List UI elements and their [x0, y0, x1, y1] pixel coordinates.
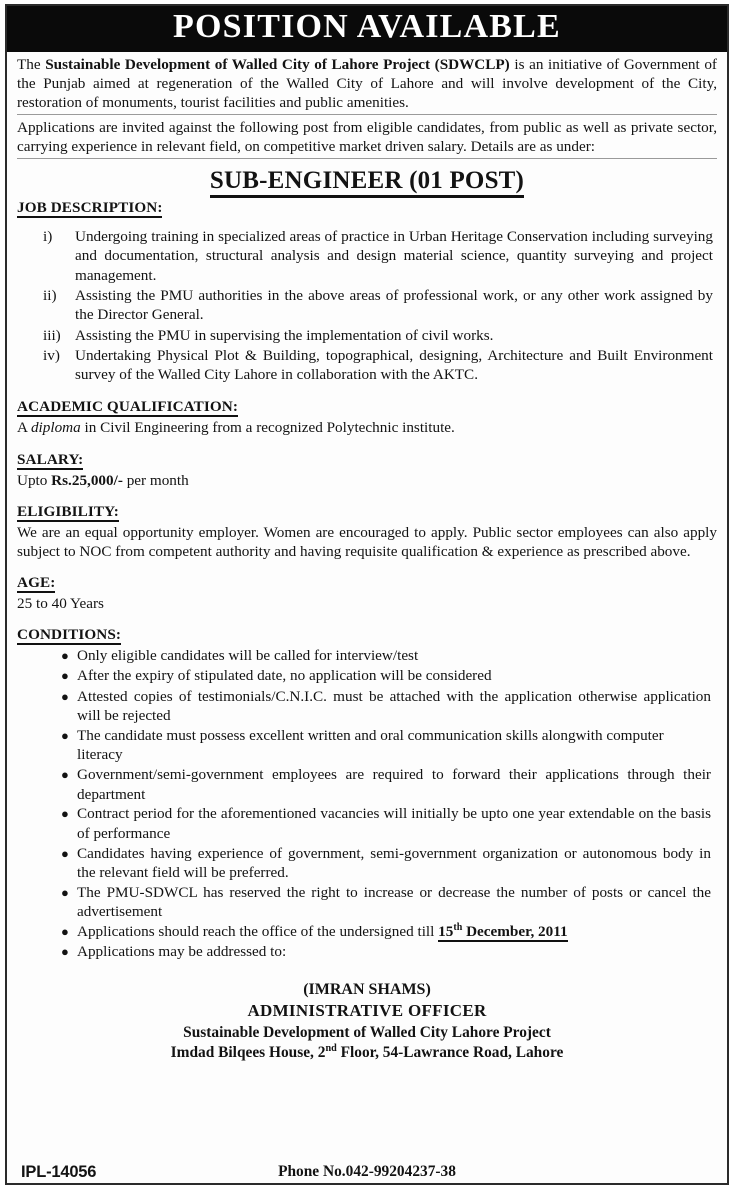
- project-name: Sustainable Development of Walled City of Lahore Project (SDWCLP): [45, 55, 510, 73]
- bullet-icon: ●: [61, 806, 69, 822]
- conditions-list: [17, 646, 717, 962]
- academic-qualification-text: [17, 418, 717, 437]
- list-item-text: Attested copies of testimonials/C.N.I.C. must be attached with the application otherwise application will be rejected: [77, 687, 711, 725]
- intro-para1-lead: The: [17, 55, 46, 73]
- list-item-text: [77, 922, 717, 942]
- salary-heading: [17, 451, 717, 469]
- eligibility-section: [17, 503, 717, 561]
- advertisement-frame: [5, 4, 729, 1185]
- salary-section: [17, 451, 717, 490]
- list-item: [17, 844, 717, 883]
- age-heading: [17, 574, 717, 592]
- salary-amount: Rs.25,000/-: [51, 471, 123, 489]
- conditions-section: [17, 626, 717, 963]
- bullet-icon: ●: [61, 944, 69, 960]
- academic-qualification-heading-text: ACADEMIC QUALIFICATION:: [17, 398, 238, 416]
- salary-prefix: Upto: [17, 471, 52, 489]
- bullet-icon: ●: [61, 688, 69, 704]
- banner-title: POSITION AVAILABLE: [173, 8, 561, 45]
- list-item-text: Contract period for the aforementioned vacancies will initially be upto one year extendable on the basis of performance: [77, 805, 711, 842]
- deadline-date: [438, 923, 567, 942]
- bullet-icon: ●: [61, 767, 69, 783]
- intro-para1-rest: is an initiative of Government of the Punjab aimed at regeneration of the Walled City of Lahore and will involve development of the City, restoration of monuments, tourist facilities and public amenities.: [17, 55, 717, 111]
- intro-paragraph-2: Applications are invited against the following post from eligible candidates, from public as well as private sector, carrying experience in relevant field, on competitive market driven salary. Details are as under:: [17, 118, 717, 155]
- section-divider: [17, 158, 717, 159]
- banner: [7, 6, 727, 52]
- address-line-start: Imdad Bilqees House, 2: [170, 1044, 326, 1061]
- list-item-text: Assisting the PMU authorities in the above areas of professional work, or any other work assigned by the Director General.: [75, 286, 713, 324]
- address-floor-ordinal: nd: [325, 1042, 337, 1054]
- list-item: [17, 804, 717, 843]
- conditions-heading-text: CONDITIONS:: [17, 626, 122, 644]
- list-item-text: The PMU-SDWCL has reserved the right to increase or decrease the number of posts or cancel the advertisement: [77, 883, 711, 921]
- qualification-lead: A: [17, 419, 31, 437]
- list-item: [17, 883, 717, 922]
- deadline-ordinal: th: [453, 922, 463, 934]
- address-line-rest: Floor, 54-Lawrance Road, Lahore: [336, 1044, 564, 1061]
- list-item: [17, 765, 717, 804]
- list-item: [17, 726, 717, 765]
- list-item-text: Undertaking Physical Plot & Building, topographical, designing, Architecture and Built Environment survey of the Walled City Lahore in collaboration with the AKTC.: [75, 346, 713, 384]
- list-item-text: Assisting the PMU in supervising the implementation of civil works.: [75, 326, 494, 344]
- signature-block: [17, 979, 717, 1064]
- salary-suffix: per month: [122, 471, 189, 489]
- signatory-organization: Sustainable Development of Walled City Lahore Project: [183, 1023, 551, 1041]
- list-item-text: After the expiry of stipulated date, no application will be considered: [77, 667, 492, 685]
- deadline-prefix: Applications should reach the office of the undersigned till: [77, 923, 439, 941]
- intro-divider: [17, 114, 717, 115]
- list-item-text: Applications may be addressed to:: [77, 943, 287, 961]
- eligibility-heading: [17, 503, 717, 521]
- qualification-rest: in Civil Engineering from a recognized Polytechnic institute.: [80, 419, 455, 437]
- list-item-text: The candidate must possess excellent written and oral communication skills alongwith computer literacy: [77, 726, 664, 764]
- academic-qualification-section: [17, 398, 717, 437]
- bullet-icon: ●: [61, 668, 69, 684]
- list-item: [17, 227, 717, 285]
- age-text: 25 to 40 Years: [17, 595, 104, 612]
- bullet-icon: ●: [61, 727, 69, 743]
- job-description-heading: [17, 199, 717, 217]
- bullet-icon: ●: [61, 648, 69, 664]
- job-description-heading-text: JOB DESCRIPTION:: [17, 199, 163, 217]
- job-description-section: [17, 199, 717, 385]
- bullet-icon: ●: [61, 924, 69, 940]
- list-item: [17, 326, 717, 345]
- intro-section: [17, 55, 717, 156]
- signatory-role: ADMINISTRATIVE OFFICER: [247, 1000, 487, 1020]
- contact-phone: Phone No.042-99204237-38: [278, 1163, 456, 1180]
- list-item-text: Candidates having experience of government, semi-government organization or autonomous body in the relevant field will be preferred.: [77, 844, 711, 882]
- reference-code: IPL-14056: [21, 1163, 97, 1181]
- intro-paragraph-1: [17, 55, 717, 112]
- bullet-icon: ●: [61, 884, 69, 900]
- list-item-marker: iv): [43, 346, 60, 364]
- deadline-day: 15: [438, 923, 454, 941]
- post-title-text: SUB-ENGINEER (01 POST): [210, 167, 524, 198]
- job-description-list: [17, 227, 717, 384]
- signatory-name: (IMRAN SHAMS): [303, 980, 431, 998]
- list-item-text: Undergoing training in specialized areas of practice in Urban Heritage Conservation including surveying and documentation, structural analysis and design material science, quantity surveying and project management.: [75, 228, 713, 284]
- salary-text: [17, 471, 717, 490]
- list-item-marker: iii): [43, 326, 61, 344]
- deadline-month-year: December, 2011: [462, 923, 568, 941]
- list-item-text: Only eligible candidates will be called for interview/test: [77, 647, 419, 665]
- list-item: [17, 346, 717, 385]
- age-section: [17, 574, 717, 613]
- list-item: [17, 666, 717, 686]
- list-item: [17, 286, 717, 325]
- signatory-address: [17, 1043, 717, 1063]
- list-item: [17, 942, 717, 962]
- bullet-icon: ●: [61, 845, 69, 861]
- eligibility-heading-text: ELIGIBILITY:: [17, 502, 119, 520]
- age-heading-text: AGE:: [17, 574, 56, 591]
- advertisement-body: [7, 52, 727, 1183]
- salary-heading-text: SALARY:: [17, 450, 84, 468]
- qualification-emphasis: diploma: [30, 419, 81, 437]
- page-title: [17, 167, 717, 195]
- list-item-marker: ii): [43, 286, 57, 304]
- list-item-deadline: [17, 922, 717, 942]
- academic-qualification-heading: [17, 398, 717, 416]
- footer: [17, 1157, 717, 1183]
- conditions-heading: [17, 626, 717, 644]
- list-item-marker: i): [43, 228, 53, 246]
- list-item: [17, 687, 717, 726]
- eligibility-text: We are an equal opportunity employer. Women are encouraged to apply. Public sector employees can also apply subject to NOC from competent authority and having requisite qualification & experience as prescribed above.: [17, 523, 717, 560]
- list-item-text: Government/semi-government employees are required to forward their applications through their department: [77, 766, 711, 803]
- list-item: [17, 646, 717, 666]
